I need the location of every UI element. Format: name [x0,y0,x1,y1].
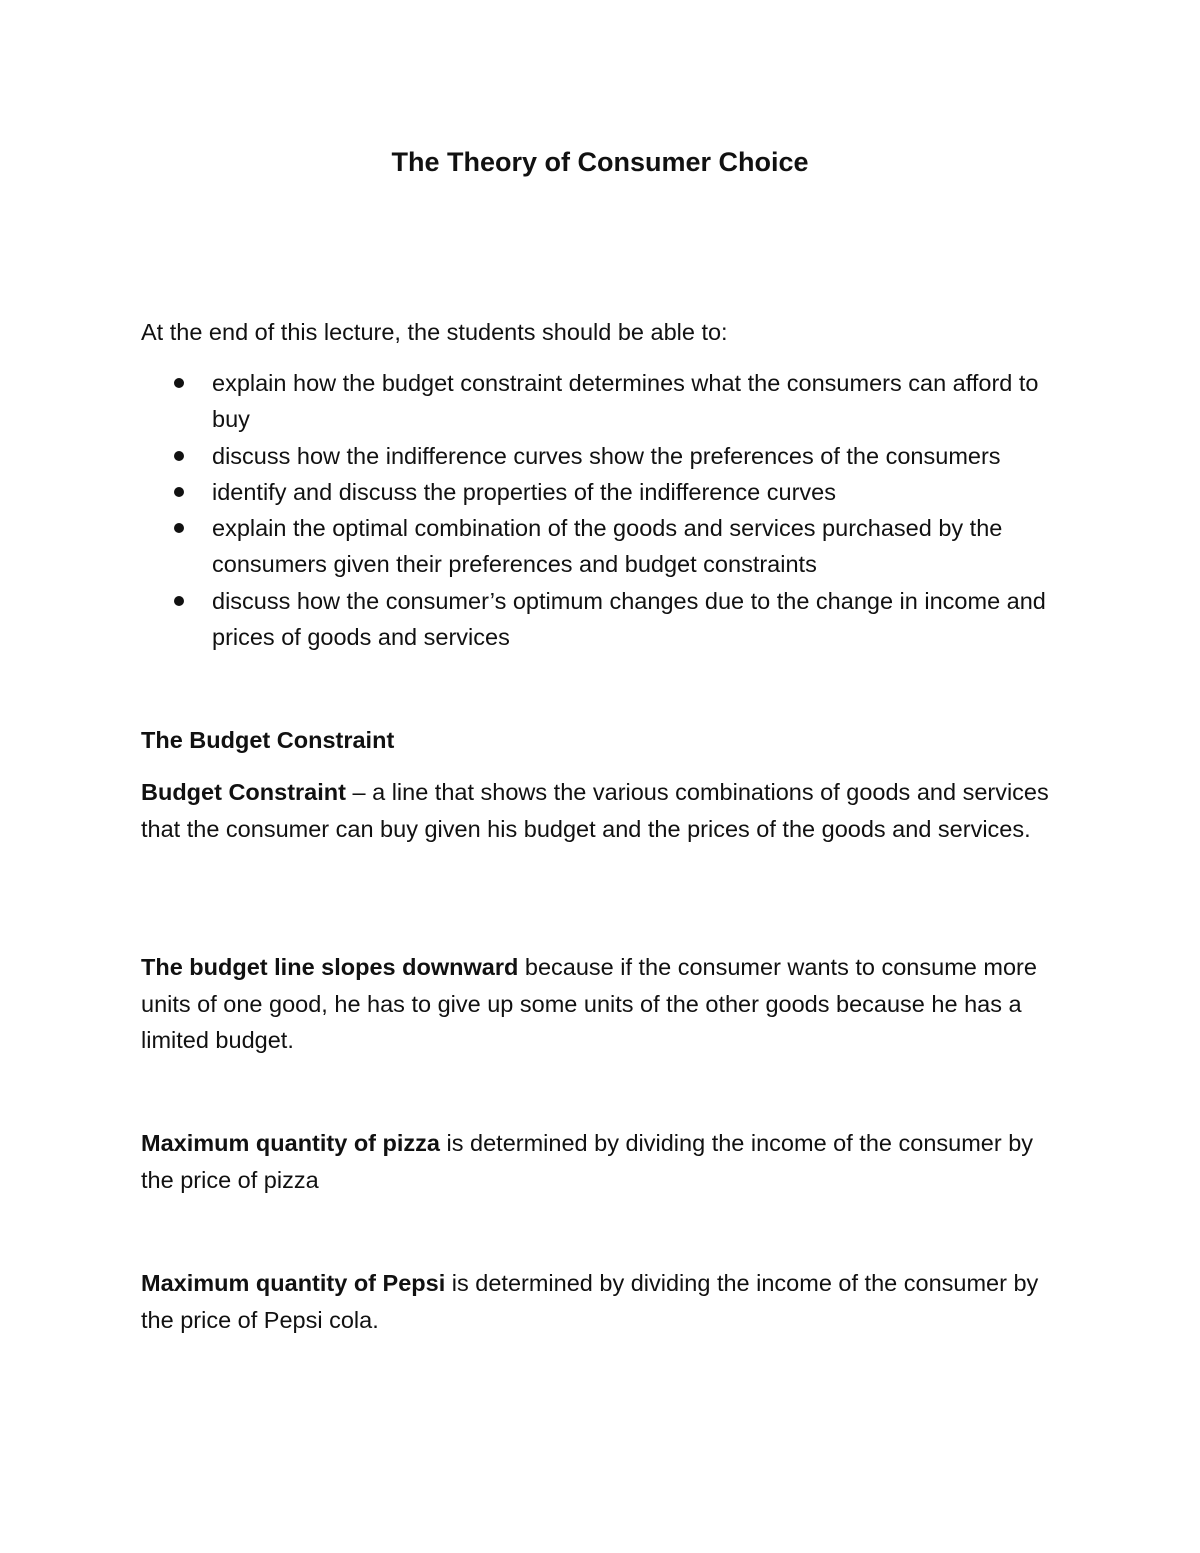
objective-text: identify and discuss the properties of the indifference curves [212,478,836,505]
paragraph-budget-constraint [141,774,1071,847]
objective-text: explain the optimal combination of the goods and services purchased by the consumers given their preferences and budget constraints [212,515,1003,578]
page-title: The Theory of Consumer Choice [391,147,809,177]
bullet-icon [174,523,184,533]
paragraph-body: because if the consumer wants to consume more units of one good, he has to give up some units of the other goods because he has a limited budget. [141,954,1037,1053]
paragraph-body: – a line that shows the various combinations of goods and services that the consumer can buy given his budget and the prices of the goods and services. [141,779,1049,842]
paragraph-max-pepsi [141,1265,1071,1338]
intro-text: At the end of this lecture, the students should be able to: [141,319,728,345]
paragraph-max-pizza [141,1125,1071,1198]
paragraph-body: is determined by dividing the income of the consumer by the price of pizza [141,1130,1034,1193]
list-item [141,474,1081,510]
bullet-icon [174,596,184,606]
list-item [141,510,1081,583]
paragraph-term: Maximum quantity of pizza [141,1130,440,1156]
objective-text: discuss how the indifference curves show the preferences of the consumers [212,442,1001,469]
bullet-icon [174,451,184,461]
paragraph-term: Maximum quantity of Pepsi [141,1270,446,1296]
paragraph-term: Budget Constraint [141,779,346,805]
list-item [141,583,1081,656]
bullet-icon [174,378,184,388]
objective-text: discuss how the consumer’s optimum changes due to the change in income and prices of goods and services [212,587,1046,651]
list-item [141,365,1081,438]
paragraph-term: The budget line slopes downward [141,954,519,980]
objectives-list [141,365,1081,655]
section-heading: The Budget Constraint [141,727,395,753]
objective-text: explain how the budget constraint determines what the consumers can afford to buy [212,370,1039,433]
paragraph-budget-slope [141,949,1071,1059]
bullet-icon [174,487,184,497]
paragraph-body: is determined by dividing the income of the consumer by the price of Pepsi cola. [141,1270,1039,1333]
list-item [141,438,1081,474]
